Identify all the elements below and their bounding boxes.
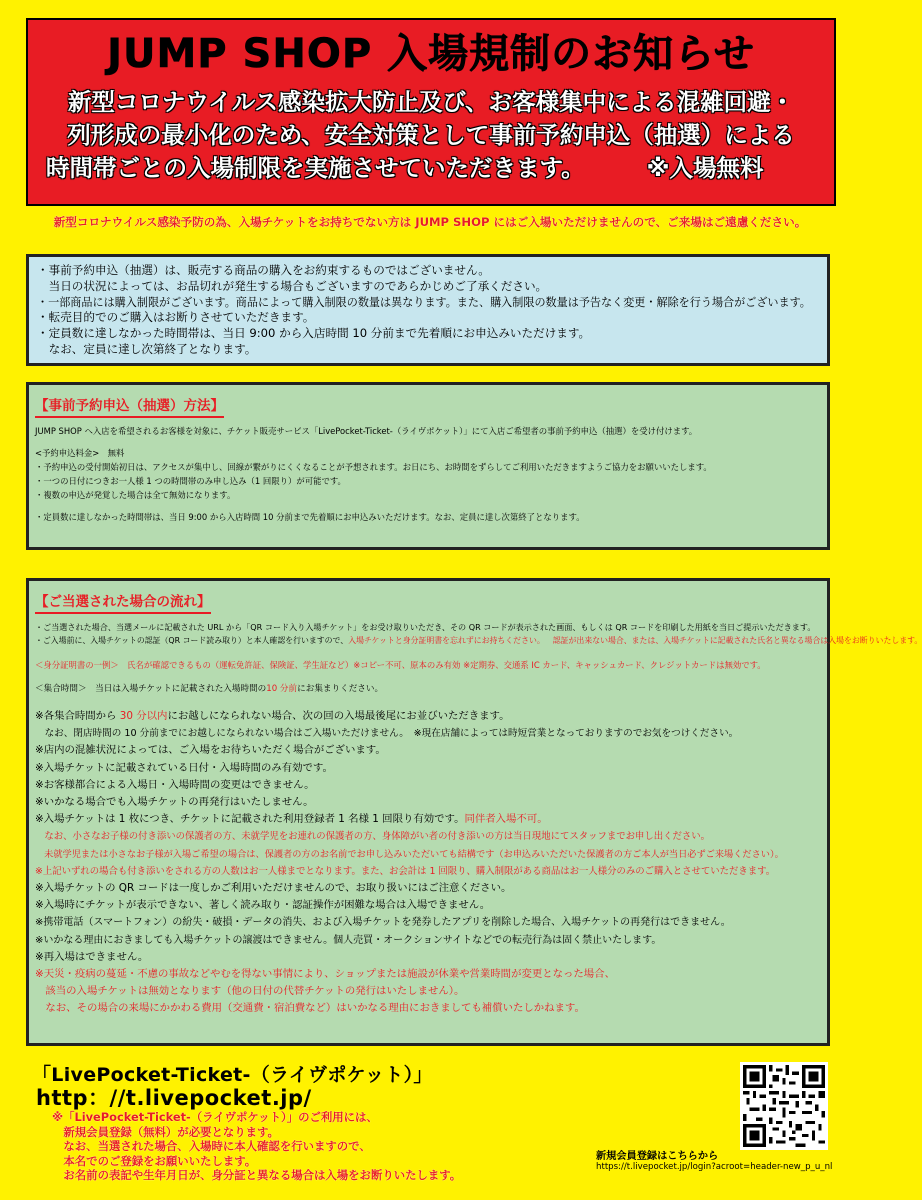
- purchase-note: なお、定員に達し次第終了となります。: [37, 341, 257, 356]
- purchase-notes-box: [26, 254, 830, 366]
- flow-note: 該当の入場チケットは無効となります（他の日付の代替チケットの発行はいたしません）。: [35, 985, 465, 998]
- footer-note: 本名でのご登録をお願いいたします。: [52, 1153, 257, 1168]
- footer-note: 新規会員登録（無料）が必要となります。: [52, 1124, 279, 1139]
- service-url-link[interactable]: http：//t.livepocket.jp/: [36, 1086, 312, 1110]
- application-method-box: [26, 382, 830, 550]
- header-line-2: 列形成の最小化のため、安全対策として事前予約申込（抽選）による: [67, 121, 795, 149]
- header-description: [38, 86, 824, 185]
- note-text: にお越しになられない場合、次の回の入場最後尾にお並びいただきます。: [167, 710, 510, 722]
- purchase-note: ・定員数に達しなかった時間帯は、当日 9:00 から入店時間 10 分前まで先着順にお申込みいただけます。: [37, 326, 591, 341]
- flow-note: なお、閉店時間の 10 分前までにお越しになられない場合はご入場いただけません。 ※現在店舗によっては時短営業となっておりますのでお気をつけください。: [35, 728, 739, 740]
- free-entry-label: ※入場無料: [646, 154, 764, 182]
- flow-note: ※天災・疫病の蔓延・不慮の事故などやむを得ない事情により、ショップまたは施設が休業や営業時間が変更となった場合、: [35, 968, 615, 981]
- no-ticket-notice: 新型コロナウイルス感染予防の為、入場チケットをお持ちでない方は JUMP SHOP にはご入場いただけませんので、ご来場はご遠慮ください。: [53, 215, 807, 229]
- note-red: 30 分以内: [119, 710, 168, 722]
- qr-code-icon: [743, 1065, 825, 1147]
- method-intro: JUMP SHOP へ入店を希望されるお客様を対象に、チケット販売サービス「LivePocket-Ticket-（ライヴポケット）」にて入店ご希望者の事前予約申込（抽選）を受け付けます。: [35, 426, 698, 436]
- note-red: 同伴者入場不可。: [464, 813, 548, 826]
- meet-text: ＜集合時間＞ 当日は入場チケットに記載された入場時間の: [35, 684, 267, 694]
- flow-note: ※再入場はできません。: [35, 950, 149, 963]
- meet-text: にお集まりください。: [297, 684, 384, 694]
- footer-note: お名前の表記や生年月日が、身分証と異なる場合は入場をお断りいたします。: [52, 1168, 462, 1183]
- flow-note: なお、小さなお子様の付き添いの保護者の方、未就学児をお連れの保護者の方、身体障がい者の付き添いの方は当日現地にてスタッフまでお申し出ください。: [35, 831, 711, 843]
- purchase-note: ・転売目的でのご購入はお断りさせていただきます。: [37, 310, 315, 325]
- purchase-note: ・事前予約申込（抽選）は、販売する商品の購入をお約束するものではございません。: [37, 263, 490, 277]
- qr-code[interactable]: [740, 1062, 828, 1150]
- meet-red: 10 分前: [266, 684, 298, 694]
- flow-note: [35, 811, 821, 828]
- flow-heading: 【ご当選された場合の流れ】: [35, 592, 211, 614]
- note-text: ※入場チケットは 1 枚につき、チケットに記載された利用登録者 1 名様 1 回限り有効です。: [35, 813, 465, 826]
- flow-note: ※入場時にチケットが表示できない、著しく読み取り・認証操作が困難な場合は入場できません。: [35, 899, 491, 912]
- id-text: 氏名が確認できるもの（運転免許証、保険証、学生証など）※コピー不可、原本のみ有効 ※定期券、交通系 IC カード、キャッシュカード、クレジットカードは無効です。: [118, 660, 766, 670]
- registration-url-link[interactable]: https://t.livepocket.jp/login?acroot=header-new_p_u_nl: [596, 1162, 833, 1172]
- id-label: ＜身分証明書の一例＞: [35, 660, 119, 670]
- footer-note: ※「LivePocket-Ticket-（ライヴポケット）」のご利用には、: [52, 1110, 378, 1124]
- flow-red-text: 認証が出来ない場合、または、入場チケットに記載された氏名と異なる場合は入場をお断りいたします。: [552, 636, 922, 645]
- header-line-3: [38, 152, 824, 185]
- header-banner: [26, 18, 836, 206]
- footer-notes: [52, 1110, 572, 1183]
- flow-text: ・ご入場前に、入場チケットの認証（QR コード読み取り）と本人確認を行いますので、: [35, 636, 349, 645]
- id-examples: [35, 658, 821, 672]
- method-heading: 【事前予約申込（抽選）方法】: [35, 396, 224, 418]
- flow-line: ・ご当選された場合、当選メールに記載された URL から「QR コード入り入場チケット」をお受け取りいただき、その QR コードが表示された画面、もしくは QR コードを印刷した用紙を当日ご提示いただきます。: [35, 622, 816, 632]
- method-last: ・定員数に達しなかった時間帯は、当日 9:00 から入店時間 10 分前まで先着順にお申込みいただけます。なお、定員に達し次第終了となります。: [35, 512, 585, 522]
- purchase-note: 当日の状況によっては、お品切れが発生する場合もございますのであらかじめご了承ください。: [37, 278, 548, 293]
- flow-note: ※携帯電話（スマートフォン）の紛失・破損・データの消失、および入場チケットを発券したアプリを削除した場合、入場チケットの再発行はできません。: [35, 917, 731, 929]
- method-item: ・複数の申込が発覚した場合は全て無効になります。: [35, 490, 236, 500]
- method-item: ・一つの日付につきお一人様 1 つの時間帯のみ申し込み（1 回限り）が可能です。: [35, 476, 346, 486]
- service-name: 「LivePocket-Ticket-（ライヴポケット）」: [32, 1064, 433, 1086]
- flow-note: ※いかなる理由におきましても入場チケットの譲渡はできません。個人売買・オークションサイトなどでの転売行為は固く禁止いたします。: [35, 934, 662, 946]
- flow-note: ※入場チケットの QR コードは一度しかご利用いただけませんので、お取り扱いにはご注意ください。: [35, 882, 512, 895]
- flow-note: ※店内の混雑状況によっては、ご入場をお待ちいただく場合がございます。: [35, 744, 386, 757]
- flow-line: [35, 634, 922, 648]
- flow-note: ※お客様都合による入場日・入場時間の変更はできません。: [35, 778, 315, 791]
- flow-note: なお、その場合の来場にかかわる費用（交通費・宿泊費など）はいかなる理由におきましても補償いたしかねます。: [35, 1002, 585, 1015]
- header-line-1: 新型コロナウイルス感染拡大防止及び、お客様集中による混雑回避・: [67, 88, 795, 116]
- flow-note: ※入場チケットに記載されている日付・入場時間のみ有効です。: [35, 761, 333, 774]
- flow-note: ※上記いずれの場合も付き添いをされる方の人数はお一人様までとなります。また、お会計は 1 回限り、購入制限がある商品はお一人様分のみのご購入とさせていただきます。: [35, 865, 776, 877]
- qr-caption: 新規会員登録はこちらから: [596, 1151, 719, 1162]
- method-item: ・予約申込の受付開始初日は、アクセスが集中し、回線が繋がりにくくなることが予想されます。お日にち、お時間をずらしてご利用いただきますようご協力をお願いいたします。: [35, 462, 712, 472]
- method-fee: <予約申込料金> 無料: [35, 448, 125, 458]
- note-text: ※各集合時間から: [35, 710, 120, 722]
- flow-red-text: 入場チケットと身分証明書を忘れずにお持ちください。: [348, 636, 545, 645]
- flow-note: ※いかなる場合でも入場チケットの再発行はいたしません。: [35, 796, 314, 809]
- meeting-time: [35, 682, 821, 696]
- header-line-3-text: 時間帯ごとの入場制限を実施させていただきます。: [46, 154, 585, 182]
- flow-note: 未就学児または小さなお子様が入場ご希望の場合は、保護者の方のお名前でお申し込みいただいても結構です（お申込みいただいた保護者の方ご本人が当日必ずご来場ください）。: [35, 848, 784, 860]
- flow-note: [35, 708, 821, 725]
- footer-note: なお、当選された場合、入場時に本人確認を行いますので、: [52, 1139, 371, 1154]
- purchase-note: ・一部商品には購入制限がございます。商品によって購入制限の数量は異なります。また、購入制限の数量は予告なく変更・解除を行う場合がございます。: [37, 295, 811, 309]
- page-title: JUMP SHOP 入場規制のお知らせ: [107, 31, 755, 77]
- winning-flow-box: [26, 578, 922, 1046]
